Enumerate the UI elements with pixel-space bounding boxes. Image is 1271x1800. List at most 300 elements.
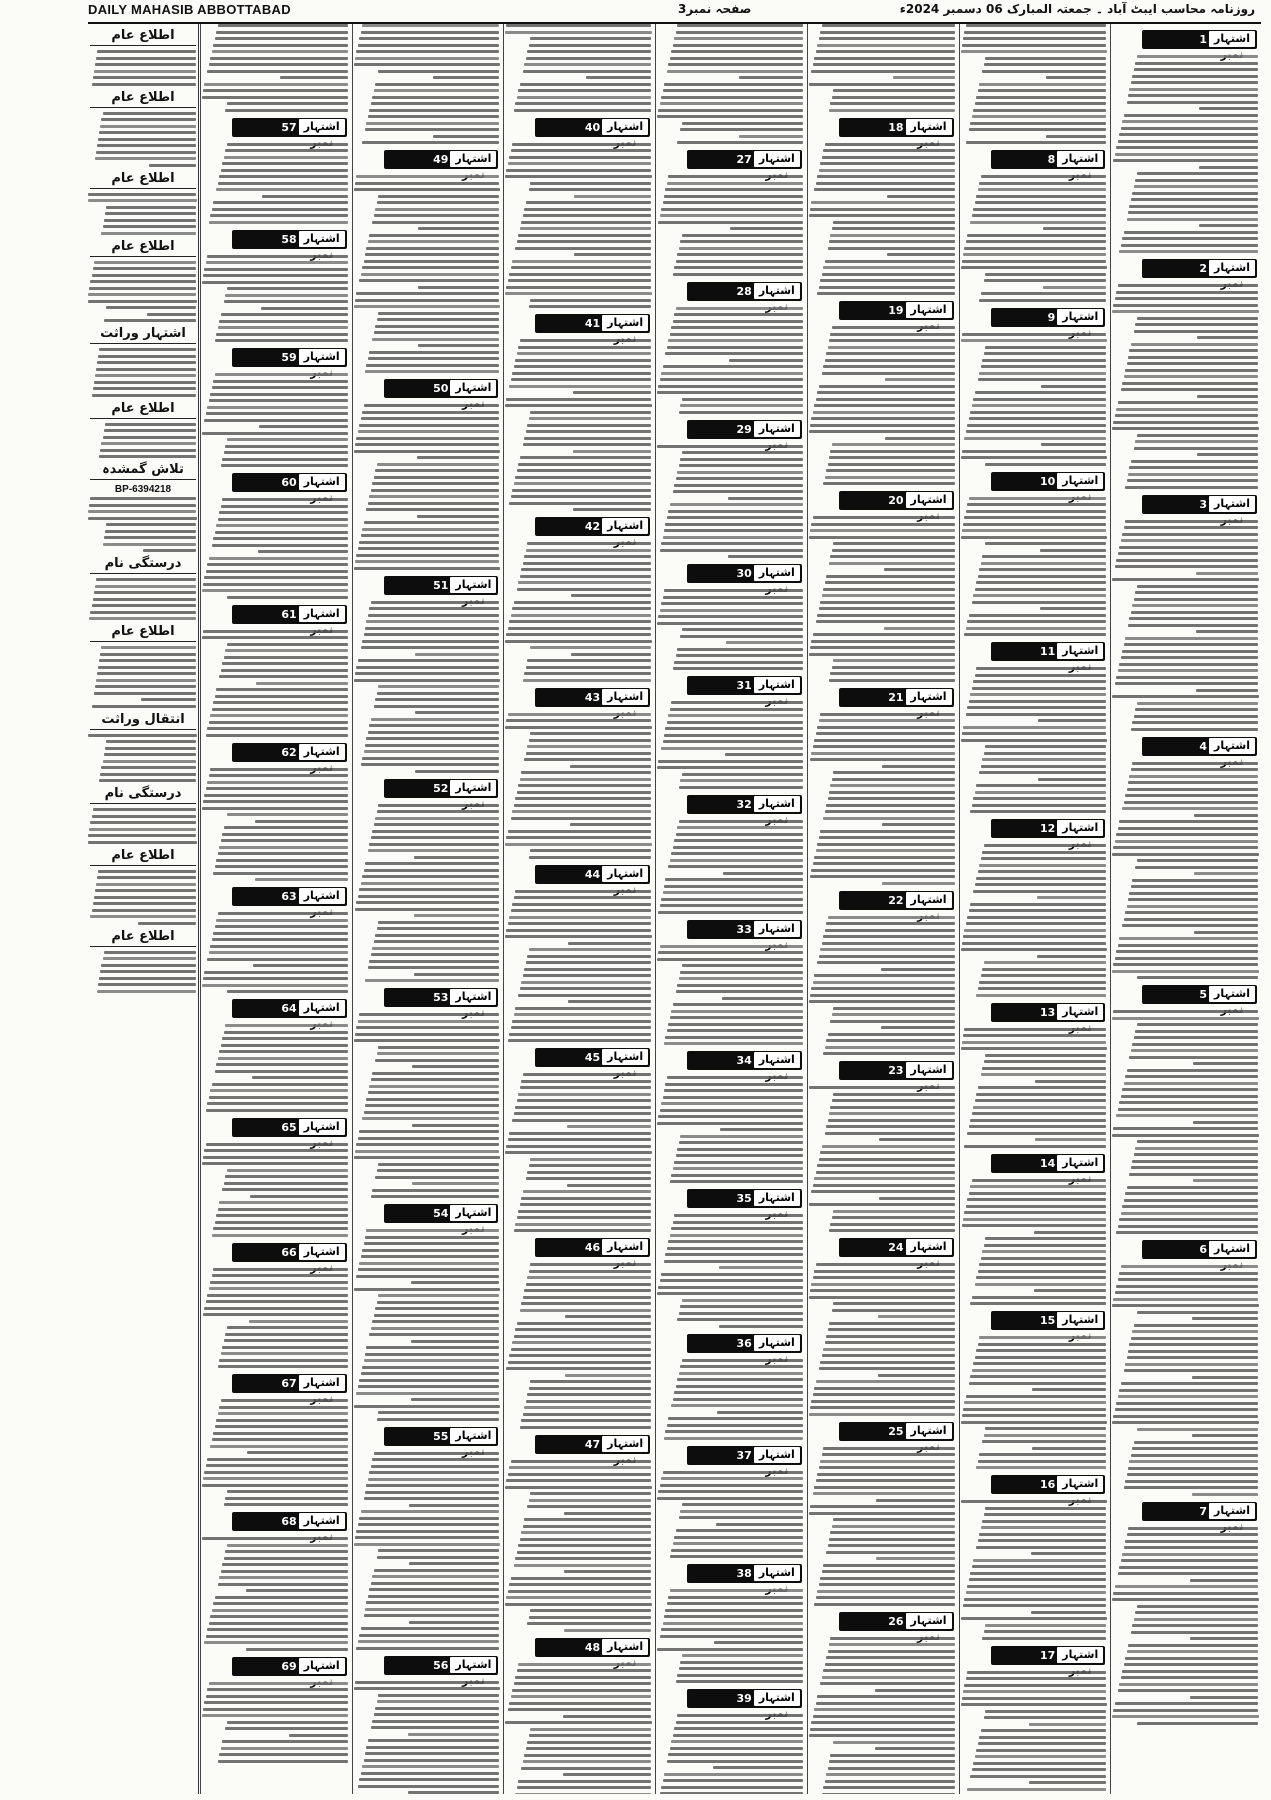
text-line	[225, 294, 348, 297]
text-line	[512, 903, 651, 906]
text-line	[830, 672, 954, 675]
text-line	[964, 1401, 1106, 1404]
text-line	[832, 1525, 955, 1528]
text-line	[1046, 76, 1107, 79]
text-line	[657, 1497, 803, 1500]
text-line	[1113, 846, 1258, 849]
text-line	[809, 1296, 955, 1299]
text-line	[515, 1223, 651, 1226]
text-line	[822, 1570, 955, 1573]
text-line	[212, 208, 348, 211]
text-line	[823, 1786, 954, 1789]
text-line	[964, 247, 1106, 250]
text-line	[509, 1466, 651, 1469]
notice-number-label	[1142, 30, 1257, 49]
text-line	[1119, 1566, 1258, 1569]
text-line	[529, 1270, 652, 1273]
text-line	[660, 609, 803, 612]
text-line	[966, 1677, 1106, 1680]
text-line	[222, 1037, 348, 1040]
text-line	[809, 653, 955, 656]
text-line	[369, 724, 499, 727]
text-line	[527, 955, 651, 958]
notice-word: اشتہار	[299, 606, 345, 622]
text-line	[830, 1754, 954, 1757]
text-line	[961, 1500, 1107, 1503]
text-line	[819, 955, 955, 958]
text-line	[822, 1793, 955, 1795]
text-line	[103, 543, 197, 546]
text-line	[368, 502, 499, 505]
text-line	[973, 1362, 1106, 1365]
text-line	[1131, 611, 1258, 614]
text-line	[210, 1281, 347, 1284]
text-line	[829, 1538, 955, 1541]
text-line	[963, 726, 1106, 729]
text-line	[518, 346, 651, 349]
text-line	[979, 1736, 1106, 1739]
notice-word: اشتہار	[450, 1657, 496, 1673]
text-line	[518, 89, 651, 92]
text-line	[674, 266, 803, 269]
text-line	[811, 70, 954, 73]
text-line	[657, 1648, 803, 1651]
text-line	[964, 633, 1106, 636]
text-line	[1118, 669, 1258, 672]
text-line	[411, 1281, 500, 1284]
notices-side-column	[88, 24, 199, 1794]
notice-number-label	[232, 473, 347, 492]
text-line	[97, 361, 196, 364]
text-line	[225, 1333, 348, 1336]
text-line	[224, 1339, 348, 1342]
text-line	[817, 1695, 954, 1698]
text-line	[674, 37, 803, 40]
text-line	[204, 83, 347, 86]
text-line	[203, 89, 348, 92]
text-line	[1122, 533, 1258, 536]
notice-number: 51	[433, 578, 449, 592]
text-line	[964, 437, 1106, 440]
text-line	[816, 620, 955, 623]
text-line	[523, 443, 652, 446]
text-line	[221, 169, 348, 172]
text-line	[511, 909, 651, 912]
text-line	[832, 227, 955, 230]
text-line	[670, 333, 803, 336]
text-line	[515, 1007, 651, 1010]
text-line	[1116, 1231, 1258, 1234]
text-line	[99, 659, 196, 662]
text-line	[505, 935, 651, 938]
text-line	[885, 437, 954, 440]
text-line	[89, 504, 196, 507]
text-line	[219, 1359, 348, 1362]
text-line	[677, 1714, 803, 1717]
text-line	[1122, 382, 1258, 385]
text-line	[825, 1046, 955, 1049]
notice-number: 35	[736, 1192, 752, 1205]
text-line	[966, 922, 1106, 925]
text-line	[822, 1453, 955, 1456]
text-line	[1118, 1395, 1258, 1398]
text-line	[975, 1356, 1106, 1359]
text-line	[526, 752, 652, 755]
text-line	[512, 810, 651, 813]
text-line	[219, 320, 348, 323]
notice-word: اشتہار	[450, 380, 496, 396]
text-line	[213, 1602, 347, 1605]
text-line	[979, 568, 1106, 571]
text-line	[529, 1499, 652, 1502]
text-line	[221, 669, 348, 672]
text-line	[371, 1465, 500, 1468]
text-line	[259, 425, 348, 428]
text-line	[530, 182, 651, 185]
text-line	[964, 1211, 1106, 1214]
text-line	[979, 372, 1106, 375]
text-line	[530, 299, 651, 302]
notice-number: 21	[888, 690, 904, 704]
text-line	[218, 852, 348, 855]
text-line	[529, 856, 652, 859]
text-line	[105, 423, 196, 426]
text-line	[100, 773, 196, 776]
notice-number-label	[232, 348, 347, 367]
notice-number-label	[232, 1512, 347, 1531]
text-line	[661, 602, 803, 605]
notice-number-label	[687, 1334, 802, 1353]
text-line	[521, 1080, 651, 1083]
text-line	[811, 1400, 954, 1403]
text-line	[526, 1283, 652, 1286]
text-line	[96, 57, 196, 60]
text-line	[682, 1359, 803, 1362]
text-line	[811, 1283, 954, 1286]
text-line	[1112, 1304, 1258, 1307]
text-line	[95, 374, 196, 377]
text-line	[98, 983, 196, 986]
text-line	[362, 640, 499, 643]
notice-word: اشتہار	[450, 989, 496, 1005]
text-line	[823, 365, 954, 368]
text-line	[1116, 833, 1258, 836]
text-line	[819, 1583, 955, 1586]
text-line	[680, 404, 803, 407]
text-line	[354, 1687, 500, 1690]
text-line	[962, 1697, 1107, 1700]
text-line	[674, 1214, 803, 1217]
text-line	[527, 50, 651, 53]
text-line	[224, 1557, 348, 1560]
text-line	[677, 1674, 803, 1677]
text-line	[668, 1023, 802, 1026]
notice-heading: اطلاع عام	[90, 90, 196, 108]
text-line	[984, 844, 1107, 847]
text-line	[1121, 1676, 1258, 1679]
text-line	[372, 1720, 499, 1723]
text-line	[1128, 211, 1258, 214]
text-line	[1116, 291, 1258, 294]
text-line	[963, 37, 1106, 40]
text-line	[89, 287, 196, 290]
text-line	[515, 1328, 651, 1331]
text-line	[813, 1492, 955, 1495]
text-line	[972, 1768, 1106, 1771]
column-divider	[959, 24, 960, 1794]
notice-number-label	[839, 118, 954, 137]
text-line	[366, 620, 499, 623]
text-line	[202, 432, 348, 435]
text-line	[218, 182, 348, 185]
text-line	[206, 1109, 348, 1112]
notice-number-label	[384, 1656, 499, 1675]
text-line	[527, 1741, 651, 1744]
text-line	[95, 685, 196, 688]
text-line	[1199, 107, 1258, 110]
text-line	[981, 974, 1107, 977]
text-line	[1116, 676, 1258, 679]
text-line	[101, 646, 196, 649]
text-line	[680, 635, 803, 638]
text-line	[885, 378, 954, 381]
text-line	[826, 1335, 955, 1338]
text-line	[526, 430, 652, 433]
text-line	[673, 44, 803, 47]
text-line	[374, 89, 500, 92]
text-line	[1037, 896, 1106, 899]
text-line	[354, 1543, 500, 1546]
text-line	[1119, 1272, 1258, 1275]
notice-word: اشتہار	[1057, 1155, 1103, 1171]
text-line	[963, 1604, 1106, 1607]
text-line	[976, 581, 1106, 584]
text-line	[1116, 559, 1258, 562]
text-line	[571, 594, 651, 597]
text-line	[369, 109, 499, 112]
text-line	[527, 1171, 651, 1174]
text-line	[981, 292, 1107, 295]
notice-word: اشتہار	[602, 518, 648, 534]
text-line	[372, 96, 499, 99]
text-line	[216, 31, 347, 34]
text-line	[1029, 1723, 1106, 1726]
notice-number: 26	[888, 1614, 904, 1628]
text-line	[985, 1427, 1106, 1430]
text-line	[215, 531, 348, 534]
notice-number: 66	[281, 1245, 297, 1259]
text-line	[882, 823, 954, 826]
text-line	[967, 1132, 1106, 1135]
text-line	[961, 339, 1107, 342]
text-line	[529, 948, 652, 951]
text-line	[976, 1276, 1106, 1279]
text-line	[816, 50, 955, 53]
text-line	[671, 50, 802, 53]
text-line	[961, 50, 1107, 53]
text-line	[1119, 250, 1258, 253]
text-line	[227, 990, 348, 993]
text-line	[203, 800, 348, 803]
text-line	[667, 346, 803, 349]
text-line	[976, 784, 1106, 787]
text-line	[514, 804, 651, 807]
text-line	[1116, 408, 1258, 411]
text-line	[527, 1622, 651, 1625]
text-line	[660, 378, 803, 381]
text-line	[366, 1484, 499, 1487]
text-line	[817, 614, 954, 617]
text-line	[1121, 127, 1258, 130]
text-line	[222, 1740, 348, 1743]
text-line	[361, 1255, 500, 1258]
text-line	[524, 1754, 651, 1757]
text-line	[563, 1773, 652, 1776]
notice-number-label	[839, 1238, 954, 1257]
text-line	[1193, 1121, 1258, 1124]
text-line	[526, 201, 652, 204]
text-line	[506, 929, 651, 932]
text-line	[218, 1583, 348, 1586]
text-line	[210, 768, 347, 771]
text-line	[215, 865, 348, 868]
text-line	[982, 851, 1106, 854]
text-line	[526, 1400, 652, 1403]
text-line	[530, 1263, 651, 1266]
text-line	[817, 175, 954, 178]
text-line	[962, 260, 1107, 263]
notice-number-label	[232, 999, 347, 1018]
text-line	[1124, 918, 1258, 921]
text-line	[973, 890, 1106, 893]
text-line	[511, 149, 651, 152]
text-line	[961, 1703, 1107, 1706]
text-line	[375, 698, 499, 701]
text-line	[518, 1780, 651, 1783]
text-line	[98, 666, 196, 669]
text-line	[829, 240, 955, 243]
text-line	[361, 882, 500, 885]
text-line	[371, 601, 500, 604]
text-line	[1122, 120, 1258, 123]
text-line	[209, 1622, 348, 1625]
notice-number: 25	[888, 1424, 904, 1438]
text-line	[822, 1145, 955, 1148]
notice-word: اشتہار	[754, 151, 800, 167]
text-line	[355, 1681, 500, 1684]
text-line	[372, 1575, 499, 1578]
text-line	[418, 344, 499, 347]
notice-word: اشتہار	[1209, 986, 1255, 1002]
text-line	[364, 404, 500, 407]
text-line	[369, 1085, 499, 1088]
notice-number: 15	[1039, 1314, 1056, 1327]
text-line	[227, 596, 348, 599]
text-line	[1113, 963, 1258, 966]
text-line	[982, 1067, 1106, 1070]
text-line	[225, 649, 348, 652]
text-line	[676, 1680, 803, 1683]
text-line	[369, 234, 499, 237]
text-line	[1129, 1343, 1258, 1346]
text-line	[1113, 304, 1258, 307]
text-line	[509, 385, 651, 388]
notice-number-label	[232, 605, 347, 624]
text-line	[978, 575, 1107, 578]
text-line	[966, 1591, 1106, 1594]
text-line	[876, 1499, 954, 1502]
text-line	[978, 1343, 1107, 1346]
text-line	[524, 1406, 651, 1409]
notice-word: اشتہار	[450, 577, 496, 593]
text-line	[661, 96, 803, 99]
text-line	[514, 1564, 651, 1567]
text-line	[674, 1536, 803, 1539]
text-line	[221, 1399, 348, 1402]
text-line	[876, 1557, 954, 1560]
text-line	[832, 1013, 955, 1016]
notice-number: 48	[584, 1640, 601, 1654]
text-line	[216, 1063, 347, 1066]
text-line	[1192, 1376, 1258, 1379]
text-line	[90, 611, 196, 614]
text-line	[962, 1041, 1107, 1044]
text-line	[663, 365, 803, 368]
text-line	[677, 826, 803, 829]
text-line	[515, 247, 651, 250]
text-line	[433, 76, 499, 79]
text-line	[679, 977, 803, 980]
text-line	[512, 1341, 651, 1344]
text-line	[98, 870, 196, 873]
text-line	[374, 1713, 500, 1716]
text-line	[1128, 1644, 1258, 1647]
text-line	[523, 1190, 652, 1193]
text-line	[103, 957, 197, 960]
text-line	[1129, 892, 1258, 895]
text-line	[1128, 898, 1258, 901]
text-line	[506, 1479, 651, 1482]
text-line	[677, 648, 803, 651]
text-line	[833, 221, 954, 224]
text-line	[92, 909, 197, 912]
text-line	[962, 44, 1107, 47]
text-line	[369, 495, 499, 498]
text-line	[1118, 401, 1258, 404]
text-line	[661, 1477, 803, 1480]
text-line	[665, 1253, 802, 1256]
text-line	[1194, 872, 1258, 875]
text-line	[520, 339, 651, 342]
text-line	[819, 1367, 955, 1370]
text-line	[209, 774, 348, 777]
text-line	[673, 846, 803, 849]
text-line	[832, 666, 955, 669]
text-line	[676, 307, 803, 310]
text-line	[359, 1130, 499, 1133]
text-line	[979, 864, 1106, 867]
text-line	[682, 122, 803, 125]
text-line	[1137, 317, 1258, 320]
text-line	[667, 1602, 803, 1605]
text-line	[1112, 1017, 1258, 1020]
text-line	[225, 1727, 348, 1730]
text-line	[819, 719, 955, 722]
text-line	[361, 417, 500, 420]
text-line	[1122, 924, 1258, 927]
text-line	[227, 1326, 348, 1329]
text-line	[1112, 310, 1258, 313]
